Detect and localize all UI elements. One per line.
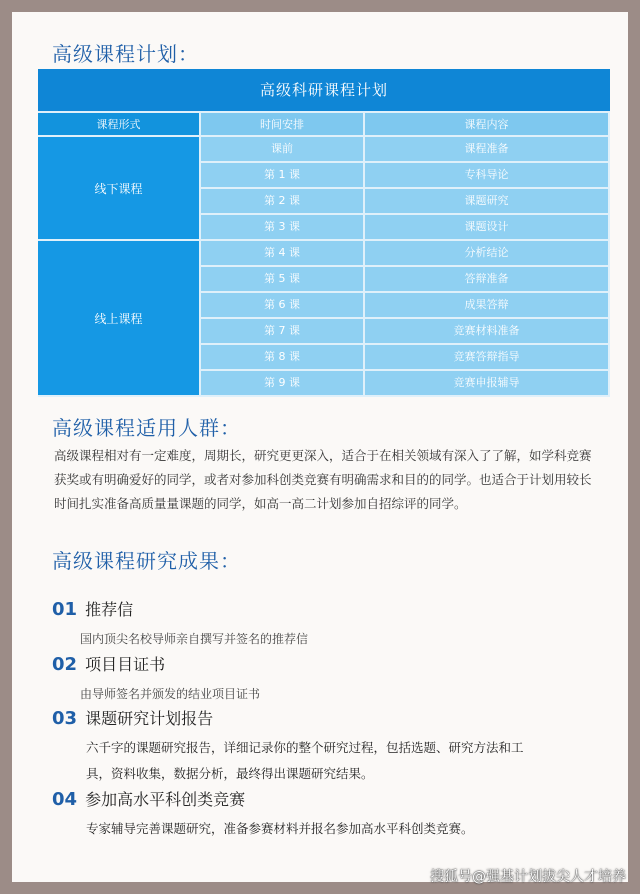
section-title-results: 高级课程研究成果： — [52, 549, 241, 573]
table-row-time: 第 6 课 — [201, 293, 365, 319]
table-row-content: 课题研究 — [365, 189, 610, 215]
table-row-content: 课题设计 — [365, 215, 610, 241]
table-row-content: 竞赛答辩指导 — [365, 345, 610, 371]
table-row-content: 分析结论 — [365, 241, 610, 267]
result-item — [52, 597, 612, 652]
result-item — [52, 787, 612, 842]
table-title: 高级科研课程计划 — [38, 69, 610, 113]
result-desc: 国内顶尖名校导师亲自撰写并签名的推荐信 — [80, 632, 309, 646]
result-title: 参加高水平科创类竞赛 — [85, 790, 246, 809]
section-title-audience: 高级课程适用人群： — [52, 416, 241, 440]
result-number: 02 — [52, 654, 78, 675]
result-title: 推荐信 — [85, 600, 134, 619]
table-grid — [38, 113, 610, 397]
result-desc: 专家辅导完善课题研究，准备参赛材料并报名参加高水平科创类竞赛。 — [86, 821, 474, 836]
section-title-plan: 高级课程计划： — [52, 42, 199, 66]
table-row-content: 专科导论 — [365, 163, 610, 189]
table-row-time: 第 3 课 — [201, 215, 365, 241]
result-number: 04 — [52, 789, 78, 810]
table-row-time: 第 9 课 — [201, 371, 365, 397]
audience-paragraph: 高级课程相对有一定难度，周期长，研究更更深入，适合于在相关领域有深入了了解，如学科竞赛获奖或有明确爱好的同学，或者对参加科创类竞赛有明确需求和目的的同学。也适合于计划用较长时间扎实准备高质量量课题的同学，如高一高二计划参加自招综评的同学。 — [54, 448, 592, 511]
course-plan-table — [38, 69, 610, 397]
result-item — [52, 652, 612, 707]
result-number: 03 — [52, 708, 78, 729]
course-type-offline: 线下课程 — [38, 137, 201, 241]
result-number: 01 — [52, 599, 78, 620]
table-row-time: 第 7 课 — [201, 319, 365, 345]
table-row-content: 竞赛申报辅导 — [365, 371, 610, 397]
table-row-content: 课程准备 — [365, 137, 610, 163]
result-title: 项目目证书 — [85, 655, 166, 674]
result-item — [52, 706, 612, 787]
header-course-type: 课程形式 — [38, 113, 201, 137]
table-row-time: 第 8 课 — [201, 345, 365, 371]
table-row-time: 课前 — [201, 137, 365, 163]
table-row-content: 成果答辩 — [365, 293, 610, 319]
table-row-content: 答辩准备 — [365, 267, 610, 293]
table-row-time: 第 2 课 — [201, 189, 365, 215]
table-row-time: 第 5 课 — [201, 267, 365, 293]
table-row-time: 第 1 课 — [201, 163, 365, 189]
result-title: 课题研究计划报告 — [85, 709, 214, 728]
page — [12, 12, 628, 882]
table-row-time: 第 4 课 — [201, 241, 365, 267]
header-content: 课程内容 — [365, 113, 610, 137]
result-desc: 由导师签名并颁发的结业项目证书 — [80, 687, 261, 701]
table-row-content: 竞赛材料准备 — [365, 319, 610, 345]
course-type-online: 线上课程 — [38, 241, 201, 397]
header-time: 时间安排 — [201, 113, 365, 137]
result-desc: 六千字的课题研究报告，详细记录你的整个研究过程，包括选题、研究方法和工具，资料收集，数据分析，最终得出课题研究结果。 — [86, 740, 524, 781]
watermark-text: 搜狐号@强基计划拔尖人才培养 — [430, 869, 626, 885]
